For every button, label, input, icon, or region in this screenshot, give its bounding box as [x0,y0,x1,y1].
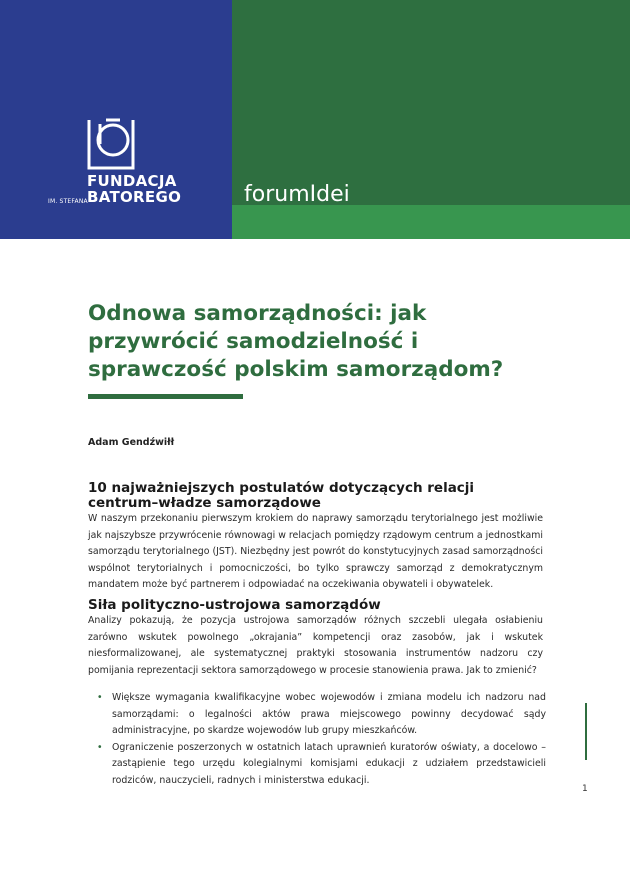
section2-heading: Siła polityczno-ustrojowa samorządów [88,597,381,613]
author-name: Adam Gendźwiłł [88,437,175,448]
bullet-icon: • [97,692,103,703]
section1-heading: 10 najważniejszych postulatów dotyczących relacji centrum–władze samorządowe [88,480,475,511]
title-underline [88,394,243,399]
section1-paragraph: W naszym przekonaniu pierwszym krokiem do naprawy samorządu terytorialnego jest możliwie jak najszybsze przywrócenie równowagi w relacjach pomiędzy rządowym centrum a jednostkami samorządu terytorialnego (JST). Niezbędny jest powrót do konstytucyjnych zasad samorządności wspólnot terytorialnych i pomocniczości, bo tylko sprawczy samorząd z demokratycznym mandatem może być partnerem i odpowiadać na oczekiwania obywateli i obywatelek. [88,513,543,590]
list-item-text: Większe wymagania kwalifikacyjne wobec wojewodów i zmiana modelu ich nadzoru nad samorządami: o legalności aktów prawa miejscowego powinny decydować sądy administracyjne, po skardze wojewodów lub grupy mieszkańców. [112,692,546,736]
series-label: forumIdei [244,182,350,207]
foundation-logo-icon [86,118,136,170]
list-item [88,690,546,740]
list-item [88,740,546,790]
document-title: Odnowa samorządności: jak przywrócić samodzielność i sprawczość polskim samorządom? [88,301,504,382]
header-green-panel [232,0,630,205]
logo-text-batorego: BATOREGO [87,188,182,206]
list-item-text: Ograniczenie poszerzonych w ostatnich latach uprawnień kuratorów oświaty, a docelowo – zastąpienie tego urzędu kolegialnymi komisjami edukacji z udziałem przedstawicieli rodziców, nauczycieli, radnych i ministerstwa edukacji. [112,741,546,786]
postulates-list [88,690,546,789]
bullet-icon: • [97,741,103,753]
logo-text-fundacja: FUNDACJA [87,172,177,190]
margin-rule [585,703,587,760]
header-green-strip [232,205,630,239]
logo-text-small: IM. STEFANA [48,198,88,205]
section2-paragraph: Analizy pokazują, że pozycja ustrojowa samorządów różnych szczebli ulegała osłabieniu zarówno wskutek powolnego „okrajania” kompetencji oraz zasobów, jak i wskutek niesformalizowanej, ale systematycznej praktyki stosowania instrumentów nadzoru czy pomijania reprezentacji sektora samorządowego w procesie stanowienia prawa. Jak to zmienić? [88,615,543,676]
page-number: 1 [582,784,588,794]
